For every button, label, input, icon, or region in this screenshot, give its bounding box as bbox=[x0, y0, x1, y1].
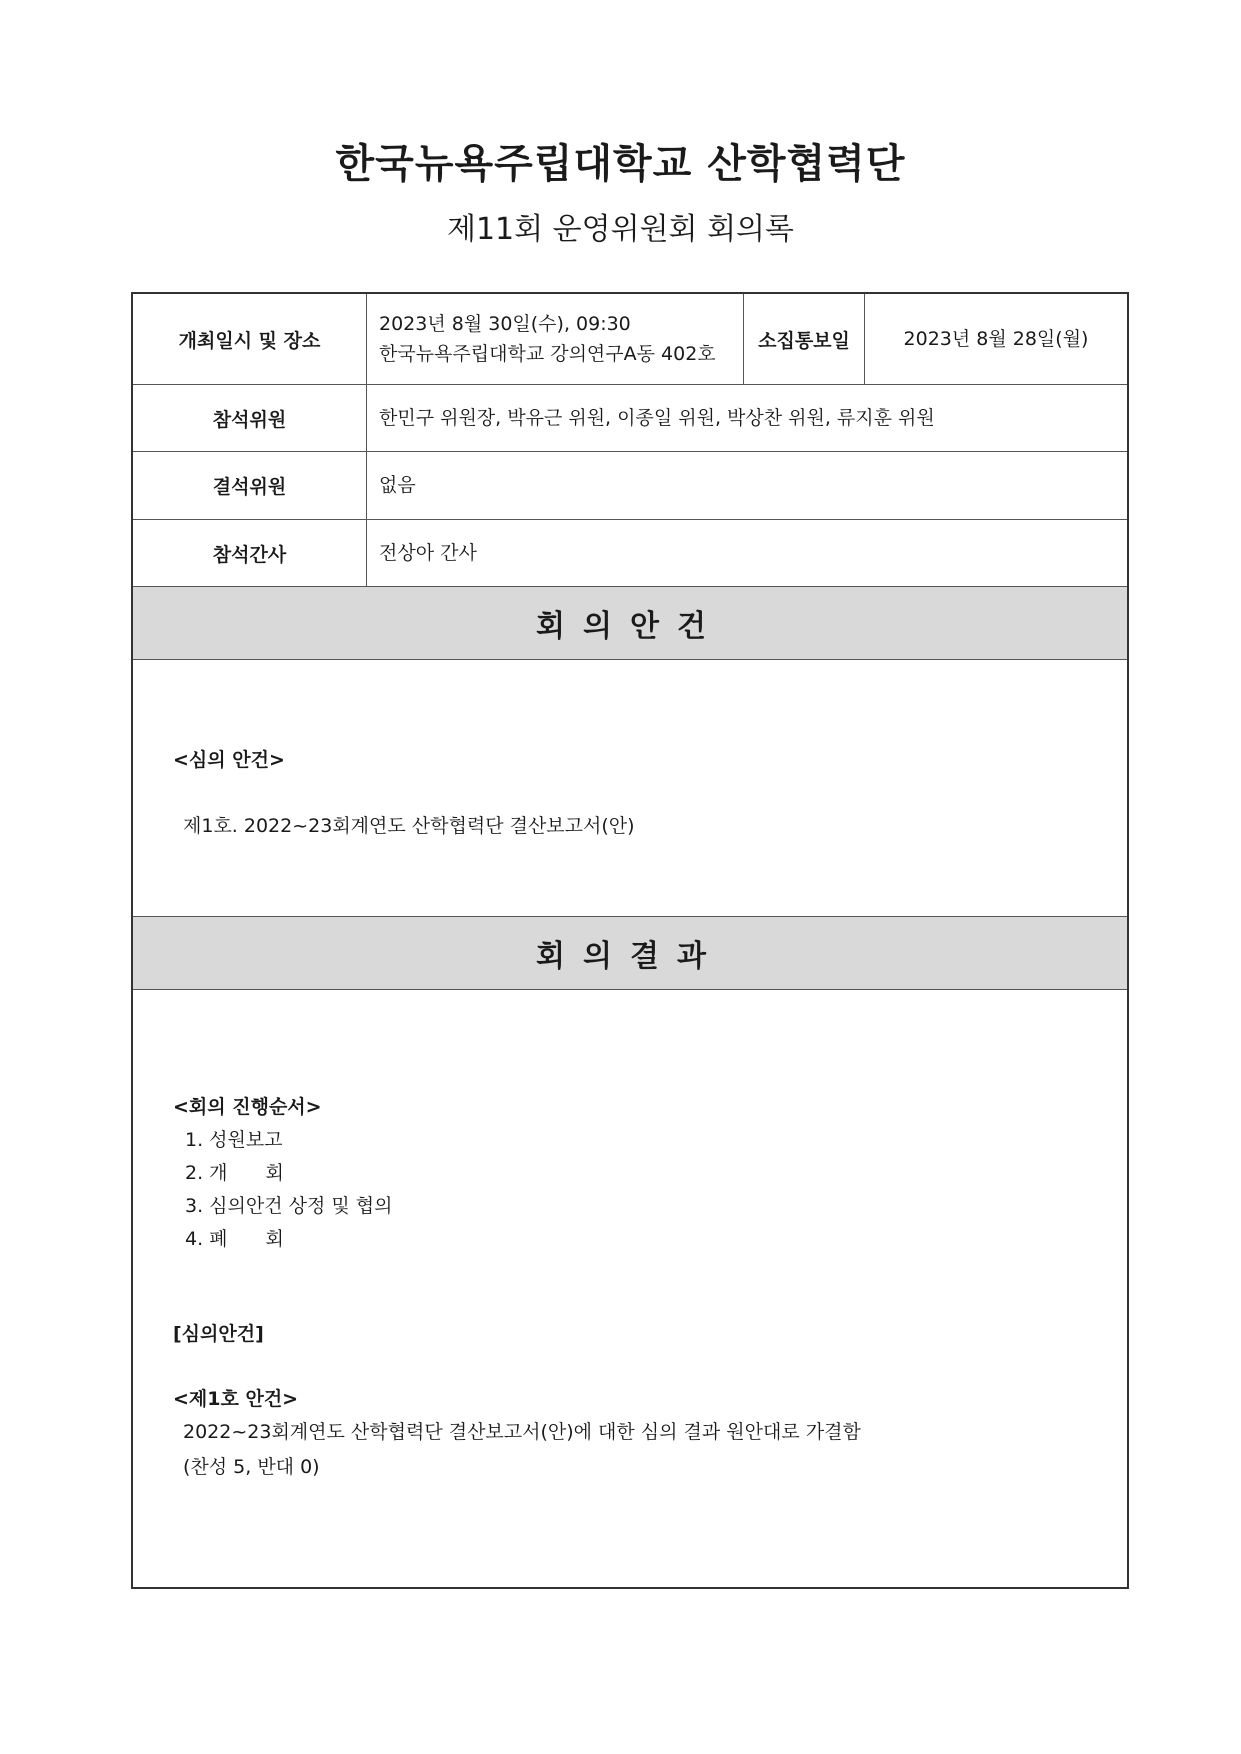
absent-value: 없음 bbox=[379, 474, 416, 497]
page-subtitle: 제11회 운영위원회 회의록 bbox=[446, 212, 795, 247]
order-item: 3. 심의안건 상정 및 협의 bbox=[185, 1195, 393, 1217]
item1-vote: (찬성 5, 반대 0) bbox=[183, 1456, 320, 1478]
agenda-heading: 회의안건 bbox=[133, 587, 1127, 659]
datetime-line1: 2023년 8월 30일(수), 09:30 bbox=[379, 312, 631, 335]
datetime-label: 개최일시 및 장소 bbox=[133, 294, 367, 384]
secretary-label: 참석간사 bbox=[133, 520, 367, 586]
divider bbox=[133, 659, 1127, 660]
order-item: 1. 성원보고 bbox=[185, 1129, 283, 1151]
datetime-line2: 한국뉴욕주립대학교 강의연구A동 402호 bbox=[379, 343, 716, 365]
results-heading: 회의결과 bbox=[133, 917, 1127, 989]
order-item: 4. 폐 회 bbox=[185, 1228, 284, 1250]
absent-label: 결석위원 bbox=[133, 452, 367, 519]
page-title: 한국뉴욕주립대학교 산학협력단 bbox=[335, 141, 906, 187]
notice-value: 2023년 8월 28일(월) bbox=[903, 327, 1089, 350]
row-datetime bbox=[133, 294, 1127, 384]
attendees-value: 한민구 위원장, 박유근 위원, 이종일 위원, 박상찬 위원, 류지훈 위원 bbox=[379, 406, 935, 429]
agenda-item-1: 제1호. 2022~23회계연도 산학협력단 결산보고서(안) bbox=[183, 815, 635, 837]
item1-heading: <제1호 안건> bbox=[173, 1388, 299, 1410]
datetime-value bbox=[367, 294, 744, 384]
notice-label: 소집통보일 bbox=[744, 294, 865, 384]
agenda-subheading: <심의 안건> bbox=[173, 749, 285, 771]
order-item: 2. 개 회 bbox=[185, 1162, 284, 1184]
row-attendees bbox=[133, 385, 1127, 451]
row-absent bbox=[133, 452, 1127, 519]
divider bbox=[133, 989, 1127, 990]
minutes-table bbox=[131, 292, 1129, 1589]
deliberation-heading: [심의안건] bbox=[173, 1323, 264, 1345]
row-secretary bbox=[133, 520, 1127, 586]
attendees-label: 참석위원 bbox=[133, 385, 367, 451]
secretary-value: 전상아 간사 bbox=[379, 541, 477, 564]
order-heading: <회의 진행순서> bbox=[173, 1096, 322, 1118]
item1-text: 2022~23회계연도 산학협력단 결산보고서(안)에 대한 심의 결과 원안대로 가결함 bbox=[183, 1421, 861, 1443]
